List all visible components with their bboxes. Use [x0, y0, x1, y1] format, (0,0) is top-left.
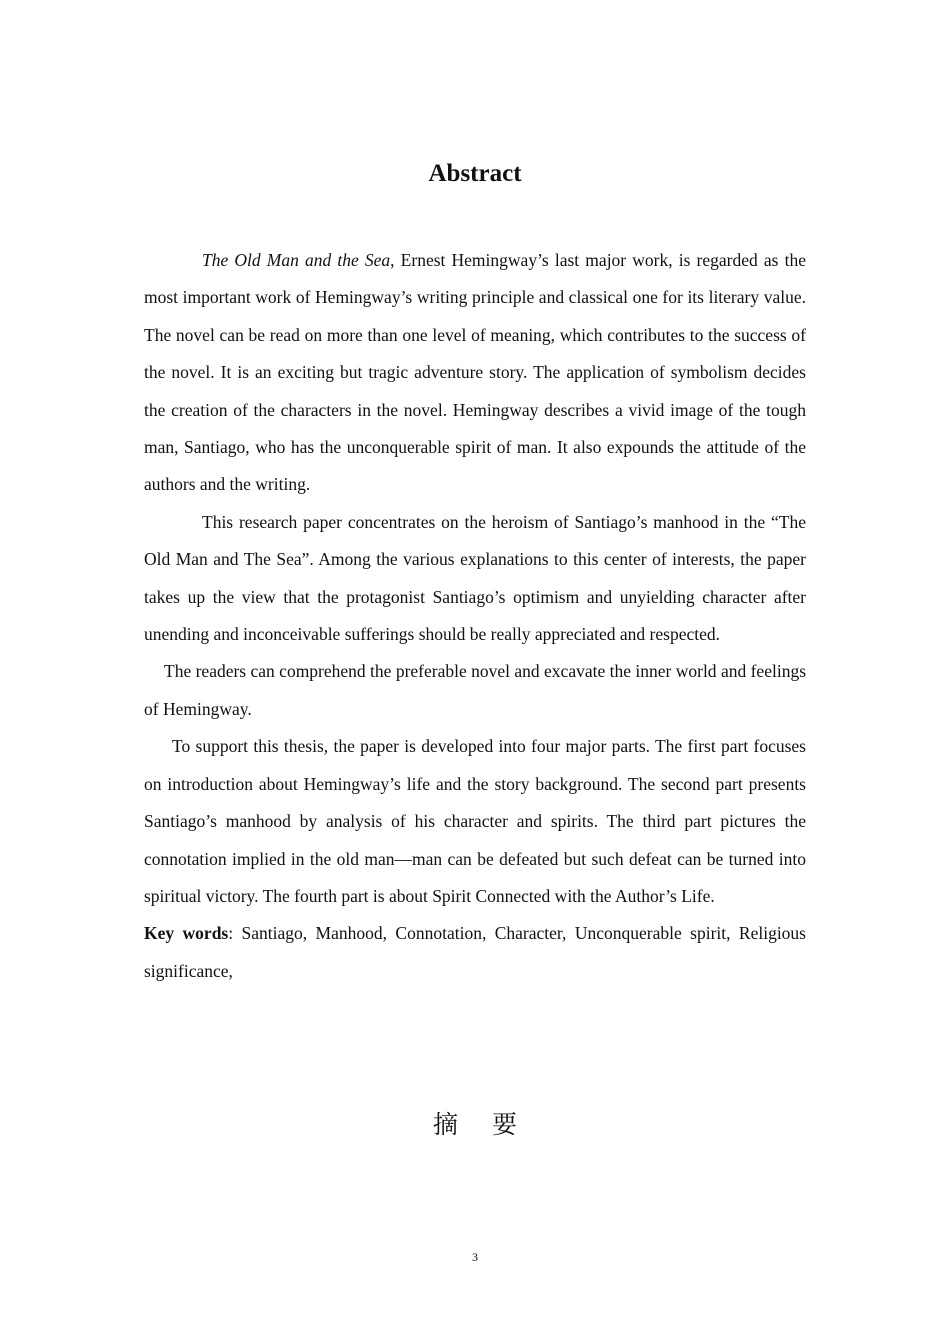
chinese-title-char-1: 摘	[432, 1110, 458, 1139]
abstract-paragraph-4: To support this thesis, the paper is developed into four major parts. The first part focuses on introduction about Hemingway’s life and the story background. The second part presents Santiago’s manhood by analysis of his character and spirits. The third part pictures the connotation implied in the old man—man can be defeated but such defeat can be turned into spiritual victory. The fourth part is about Spirit Connected with the Author’s Life.	[144, 736, 806, 906]
abstract-paragraph-1-text: , Ernest Hemingway’s last major work, is regarded as the most important work of Hemingway’s writing principle and classical one for its literary value. The novel can be read on more than one level of meaning, which contributes to the success of the novel. It is an exciting but tragic adventure story. The application of symbolism decides the creation of the characters in the novel. Hemingway describes a vivid image of the tough man, Santiago, who has the unconquerable spirit of man. It also expounds the attitude of the authors and the writing.	[144, 250, 806, 495]
abstract-title: Abstract	[428, 160, 522, 187]
chinese-title-char-2: 要	[492, 1110, 518, 1139]
chinese-abstract-title	[0, 1105, 950, 1145]
abstract-body	[144, 242, 806, 990]
abstract-paragraph-2: This research paper concentrates on the heroism of Santiago’s manhood in the “The Old Man and The Sea”. Among the various explanations to this center of interests, the paper takes up the view that the protagonist Santiago’s optimism and unyielding character after unending and inconceivable sufferings should be really appreciated and respected.	[144, 511, 806, 645]
keywords-line	[144, 915, 806, 990]
abstract-paragraph-3: The readers can comprehend the preferable novel and excavate the inner world and feelings of Hemingway.	[144, 661, 806, 719]
keywords-label: Key words	[144, 923, 229, 944]
abstract-paragraph-1	[144, 242, 806, 504]
keywords-text: : Santiago, Manhood, Connotation, Character, Unconquerable spirit, Religious significance,	[144, 923, 806, 981]
novel-title-italic: The Old Man and the Sea	[202, 250, 391, 270]
page-number: 3	[472, 1250, 478, 1264]
